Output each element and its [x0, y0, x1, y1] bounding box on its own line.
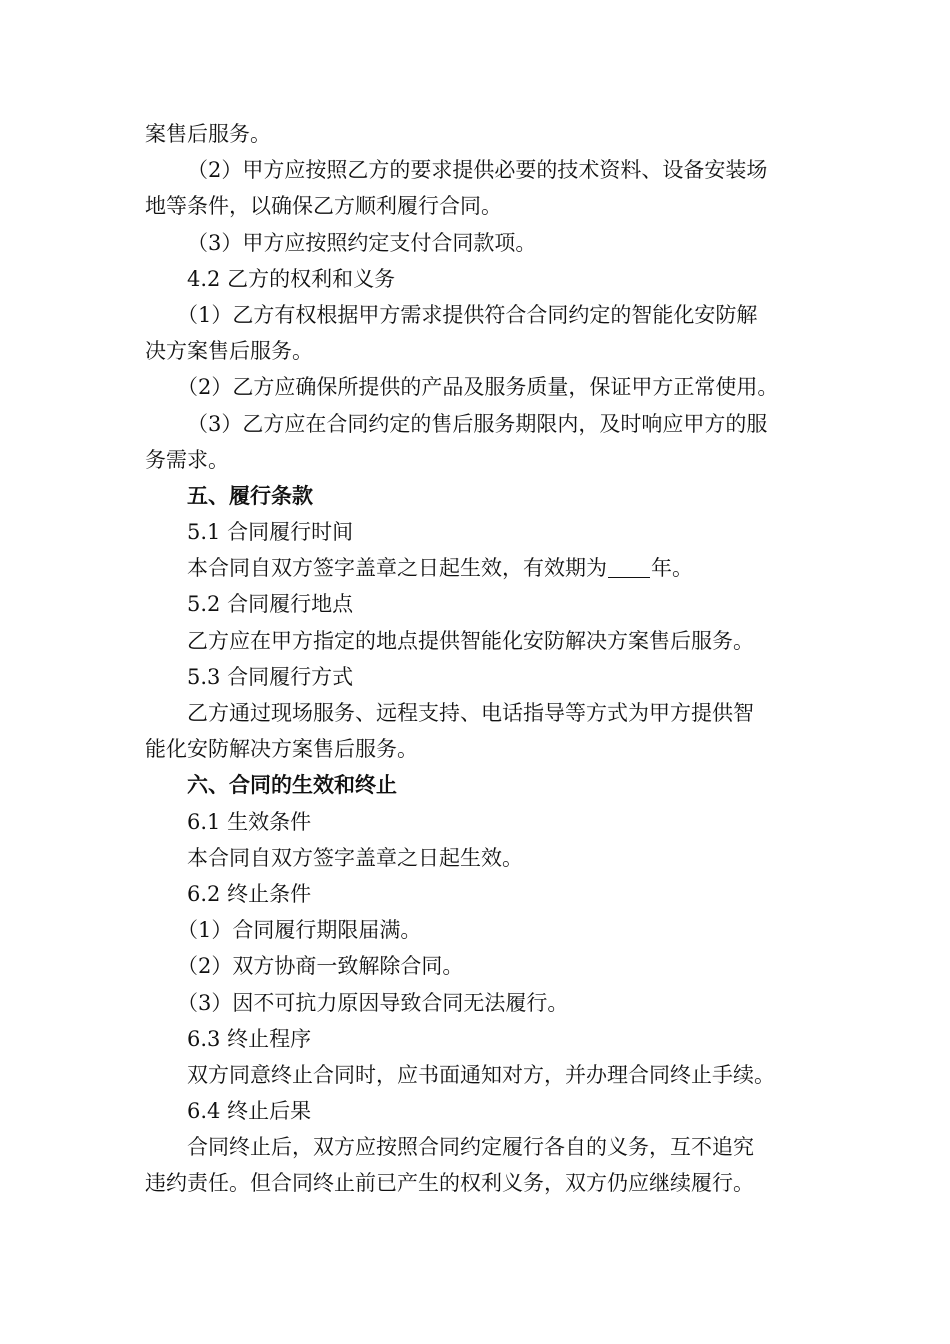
text-line — [145, 912, 810, 948]
line-text: 4.2 乙方的权利和义务 — [187, 266, 396, 291]
text-line — [145, 695, 810, 731]
line-text: 乙方通过现场服务、远程支持、电话指导等方式为甲方提供智 — [187, 701, 754, 725]
text-line — [145, 985, 810, 1021]
text-line — [145, 297, 810, 333]
line-text: 本合同自双方签字盖章之日起生效。 — [187, 845, 523, 870]
line-text: 五、履行条款 — [187, 482, 313, 508]
line-text: （2）双方协商一致解除合同。 — [177, 954, 464, 979]
text-line — [145, 1165, 810, 1201]
line-text: 5.3 合同履行方式 — [187, 664, 354, 689]
line-text: （3）甲方应按照约定支付合同款项。 — [187, 230, 537, 255]
text-line — [145, 948, 810, 984]
line-text: 6.3 终止程序 — [187, 1026, 312, 1051]
text-line — [145, 623, 810, 659]
text-line — [145, 1129, 810, 1165]
line-text: （1）合同履行期限届满。 — [177, 918, 422, 943]
text-line — [145, 406, 810, 442]
line-text: 地等条件，以确保乙方顺利履行合同。 — [145, 194, 502, 219]
line-text: 本合同自双方签字盖章之日起生效，有效期为 — [187, 556, 607, 581]
document-page — [145, 116, 810, 1202]
text-line — [145, 225, 810, 261]
line-text: 6.2 终止条件 — [187, 881, 312, 906]
line-suffix: 年。 — [651, 556, 693, 581]
line-text: 合同终止后，双方应按照合同约定履行各自的义务，互不追究 — [187, 1135, 754, 1160]
text-line — [145, 152, 810, 188]
text-line — [145, 804, 810, 840]
line-text: （2）甲方应按照乙方的要求提供必要的技术资料、设备安装场 — [187, 158, 768, 183]
text-line — [145, 1093, 810, 1129]
line-text: 决方案售后服务。 — [145, 339, 313, 364]
line-text: 5.2 合同履行地点 — [187, 592, 354, 617]
line-text: （3）因不可抗力原因导致合同无法履行。 — [177, 990, 569, 1015]
text-line — [145, 1057, 810, 1093]
text-line — [145, 586, 810, 622]
section-heading — [145, 767, 810, 803]
line-text: 6.4 终止后果 — [187, 1099, 312, 1124]
section-heading — [145, 478, 810, 514]
line-text: （3）乙方应在合同约定的售后服务期限内，及时响应甲方的服 — [187, 411, 768, 436]
text-line — [145, 550, 810, 586]
line-text: 6.1 生效条件 — [187, 809, 312, 834]
text-line — [145, 1021, 810, 1057]
text-line — [145, 659, 810, 695]
line-text: 案售后服务。 — [145, 122, 271, 146]
text-line — [145, 116, 810, 152]
line-text: （1）乙方有权根据甲方需求提供符合合同约定的智能化安防解 — [177, 302, 758, 327]
text-line — [145, 442, 810, 478]
line-text: 务需求。 — [145, 447, 229, 472]
text-line — [145, 876, 810, 912]
line-text: 六、合同的生效和终止 — [187, 772, 397, 798]
text-line — [145, 261, 810, 297]
line-text: 双方同意终止合同时，应书面通知对方，并办理合同终止手续。 — [187, 1062, 775, 1087]
text-line — [145, 333, 810, 369]
text-line — [145, 188, 810, 224]
text-line — [145, 514, 810, 550]
text-line — [145, 840, 810, 876]
line-text: 能化安防解决方案售后服务。 — [145, 737, 418, 762]
text-line — [145, 731, 810, 767]
line-text: 违约责任。但合同终止前已产生的权利义务，双方仍应继续履行。 — [145, 1171, 754, 1196]
text-line — [145, 369, 810, 405]
fill-in-blank — [608, 557, 650, 578]
line-text: 乙方应在甲方指定的地点提供智能化安防解决方案售后服务。 — [187, 628, 754, 653]
line-text: 5.1 合同履行时间 — [187, 520, 354, 545]
line-text: （2）乙方应确保所提供的产品及服务质量，保证甲方正常使用。 — [177, 375, 779, 400]
